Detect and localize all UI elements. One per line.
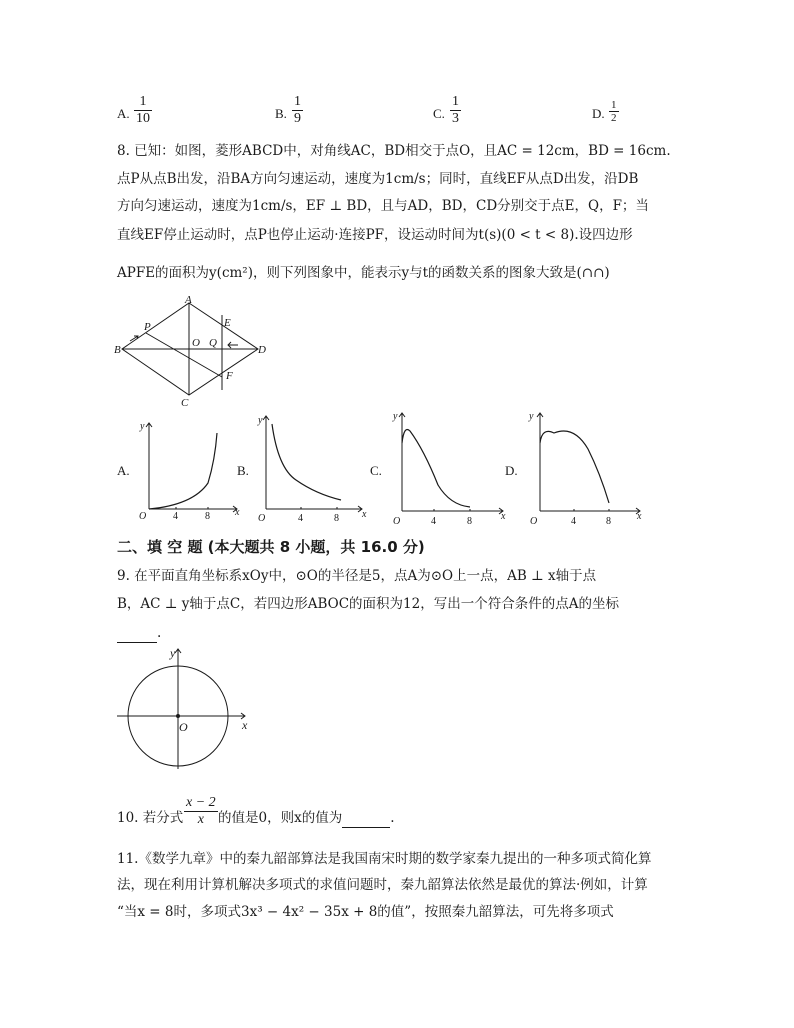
option-a-fraction: $\frac{1}{10}$ [136,94,150,126]
option-b-fraction: $\frac{1}{9}$ [294,94,301,126]
label-f: F [226,370,233,382]
graph-b-tick-4: 4 [298,513,303,524]
option-b-label: B. [275,106,287,121]
graph-a-y-label: y [140,421,145,432]
graph-c-y-label: y [393,411,398,422]
q10-fraction: $\frac{x - 2}{x}$ [186,795,216,827]
label-a: A [185,295,192,306]
graph-d-origin: O [530,516,538,527]
q8-line-3: 方向匀速运动，速度为1cm/s，EF ⊥ BD，且与AD，BD，CD分别交于点E，Q，F；当 [117,198,649,214]
label-b: B [114,344,121,356]
graph-a [135,415,245,527]
q8-line-5: APFE的面积为y(cm²)，则下列图象中，能表示y与t的函数关系的图象大致是(∩∩) [117,265,610,281]
graph-b-label: B. [237,463,249,478]
graph-d-curve [540,431,609,503]
graph-a-origin: O [139,511,147,522]
graph-d-tick-8: 8 [606,516,611,527]
q8-line-2: 点P从点B出发，沿BA方向匀速运动，速度为1cm/s；同时，直线EF从点D出发，沿DB [117,171,639,187]
graph-c-tick-4: 4 [431,516,436,527]
label-c: C [181,397,189,409]
graph-b-x-label: x [362,509,367,520]
graph-c-origin: O [393,516,401,527]
q8-line-4: 直线EF停止运动时，点P也停止运动·连接PF，设运动时间为t(s)(0 < t < 8).设四边形 [117,227,633,243]
q11-line-3: “当x = 8时，多项式3x³ − 4x² − 35x + 8的值”，按照秦九韶算法，可先将多项式 [117,904,614,920]
q10-answer-blank[interactable] [342,809,390,828]
label-e: E [224,317,231,329]
graph-c-label: C. [370,463,382,478]
section-heading: 二、填 空 题 (本大题共 8 小题，共 16.0 分) [117,538,425,556]
graph-b-y-label: y [258,415,263,426]
q10-suffix: 的值是0，则x的值为 . [218,810,395,826]
graph-a-x-label: x [235,507,240,518]
q9-line-3: . [117,624,161,643]
option-a-label: A. [117,106,130,121]
rhombus-figure [110,295,270,410]
option-c-label: C. [433,106,445,121]
graph-d-x-label: x [637,511,642,522]
q11-line-2: 法，现在利用计算机解决多项式的求值问题时，秦九韶算法依然是最优的算法·例如，计算 [117,877,648,893]
option-c-fraction: $\frac{1}{3}$ [452,94,459,126]
q9-line-2: B，AC ⊥ y轴于点C，若四边形ABOC的面积为12，写出一个符合条件的点A的坐标 [117,596,619,612]
graph-d-y-label: y [529,411,534,422]
graph-b [254,408,369,527]
q9-answer-blank[interactable] [117,624,157,643]
label-d: D [258,344,266,356]
q8-line-1: 8. 已知：如图，菱形ABCD中，对角线AC，BD相交于点O，且AC = 12cm，BD = 16cm. [117,143,671,159]
graph-d-tick-4: 4 [571,516,576,527]
graph-b-tick-8: 8 [334,513,339,524]
graph-d-label: D. [505,463,518,478]
center-point [176,714,180,718]
graph-c [388,405,510,529]
graph-a-tick-4: 4 [173,511,178,522]
circle-origin-label: O [179,720,188,734]
option-d-label: D. [592,106,605,121]
graph-a-label: A. [117,463,130,478]
circle-y-label: y [170,646,176,660]
option-d-fraction: $\frac{1}{2}$ [611,99,617,124]
label-p: P [144,321,151,333]
graph-b-origin: O [258,513,266,524]
label-o: O [192,337,200,349]
q10-prefix: 10. 若分式 [117,810,184,826]
graph-d [524,405,644,529]
graph-a-tick-8: 8 [205,511,210,522]
graph-c-curve [402,430,470,508]
q9-line-1: 9. 在平面直角坐标系xOy中，⊙O的半径是5，点A为⊙O上一点，AB ⊥ x轴于点 [117,568,597,584]
graph-a-curve [149,433,217,509]
graph-c-tick-8: 8 [467,516,472,527]
circle-figure [115,645,255,775]
graph-c-x-label: x [501,511,506,522]
q11-line-1: 11.《数学九章》中的秦九韶部算法是我国南宋时期的数学家秦九提出的一种多项式简化算 [117,851,652,867]
circle-x-label: x [242,718,248,732]
label-q: Q [209,337,217,349]
graph-b-curve [272,424,341,500]
